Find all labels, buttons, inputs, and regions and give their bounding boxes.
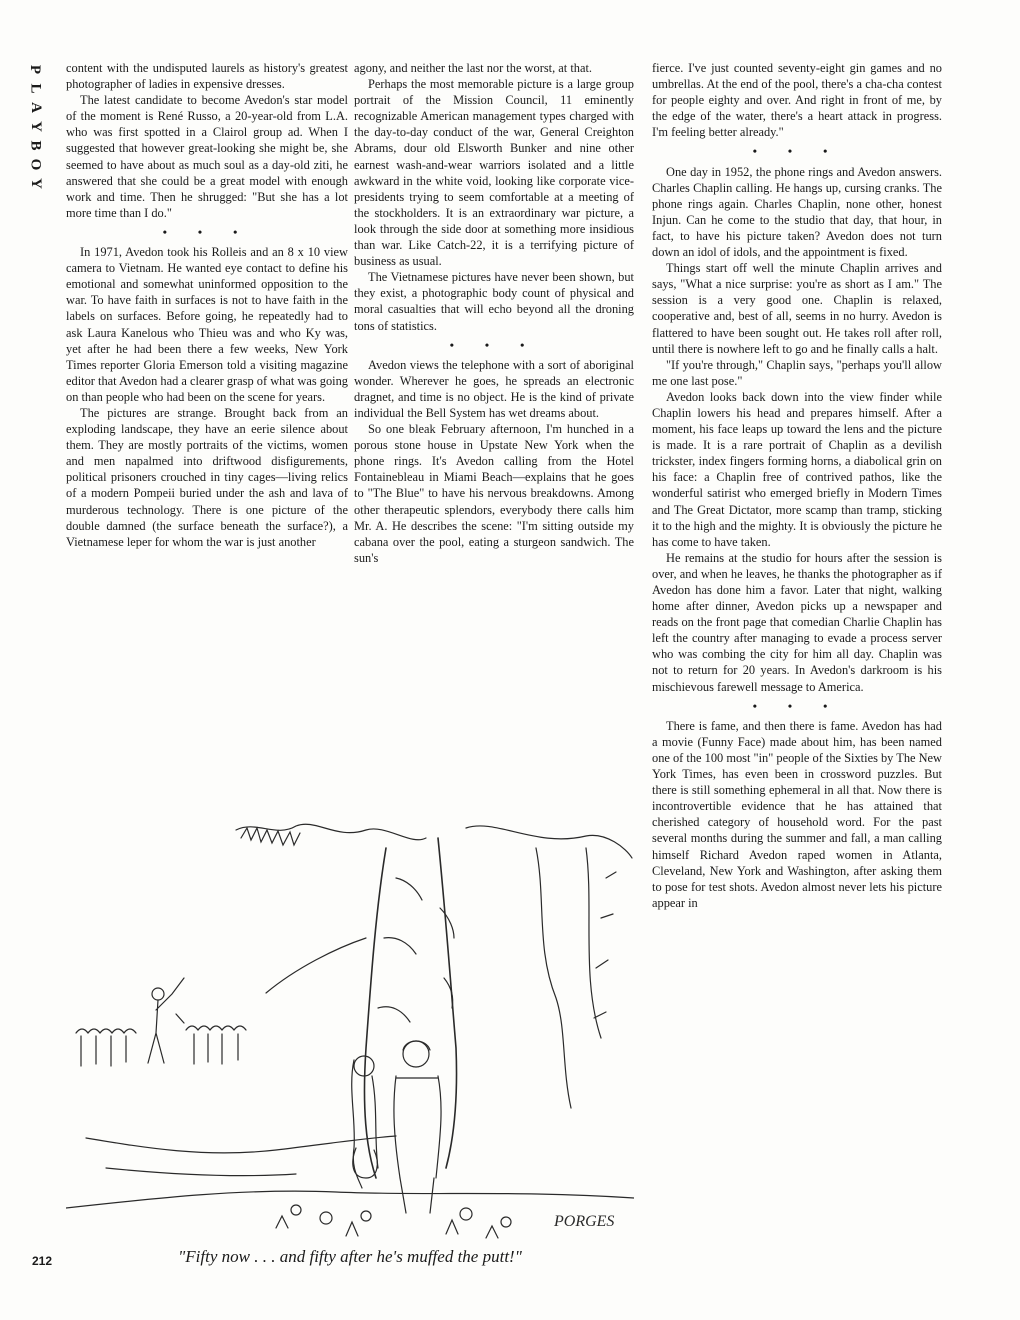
flower [320, 1212, 332, 1224]
paragraph: There is fame, and then there is fame. Avedon has had a movie (Funny Face) made about him, has been named one of the 100 most "in" people of the Sixties by The New York Times, has even been in crossword puzzles. But there is still something ephemeral in all that. Now there is incontrovertible evidence that he has attained that cherished category of household word. For the past several months during the summer and fall, a man calling himself Richard Avedon raped women in Atlanta, Cleveland, New York and Washington, after asking them to pose for test shots. Avedon almost never lets his picture appear in [652, 718, 943, 910]
ground-line [66, 1191, 634, 1208]
man-legs [400, 1178, 434, 1213]
woman-hip [353, 1148, 377, 1178]
paragraph: The pictures are strange. Brought back from an exploding landscape, they have an eerie silence about them. They are mostly portraits of the victims, women and men napalmed into driftwood disfigurements, political prisoners crouched in tiny cages—living relics of a modern Pompeii buried under the ash and lava of murderous technology. There is one picture of the double damned (the surface beneath the surface?), a Vietnamese leper for whom the war is just another [66, 405, 348, 549]
leaf-strokes [594, 872, 616, 1018]
bark-marks [378, 878, 422, 1022]
golf-club [176, 1014, 184, 1023]
paragraph: The Vietnamese pictures have never been shown, but they exist, a photographic body count of physical and moral casualties that will echo beyond all the droning tons of statistics. [354, 270, 634, 333]
foliage-line [466, 826, 632, 858]
masthead-letter: Y [27, 178, 44, 189]
paragraph: Things start off well the minute Chaplin arrives and says, "What a nice surprise: you're as short as I am." The session is a very good one. Chaplin is relaxed, cooperative and, best of all, seems in no hurry. Avedon is flattered to have been sought out. He takes roll after roll, until there is nowhere left to go and he finally calls a halt. [652, 261, 942, 356]
man-body [394, 1076, 441, 1178]
cartoon-caption: "Fifty now . . . and fifty after he's muffed the putt!" [178, 1247, 522, 1266]
paragraph: He remains at the studio for hours after the session is over, and when he leaves, he thanks the photographer as if Avedon has done him a favor. Later that night, walking home after dinner, Avedon picks up a newspaper and reads on the front page that comedian Charlie Chaplin has left the country after managing to evade a process server who was combing the city for him all day. Chaplin was not to return for 20 years. In Avedon's darkroom is his mischievous farewell message to America. [652, 550, 942, 694]
masthead-letter: P [27, 64, 44, 75]
crowd-heads [76, 1026, 246, 1033]
tree-trunk [364, 848, 386, 1178]
leaf-strokes [241, 828, 300, 845]
paragraph: agony, and neither the last nor the worst, at that. [354, 61, 592, 75]
foliage-line [236, 824, 426, 840]
flower [291, 1205, 301, 1215]
green-contour [86, 1136, 396, 1153]
article-column-1 [66, 60, 348, 550]
crowd-bodies [81, 1034, 238, 1066]
paragraph: content with the undisputed laurels as history's greatest photographer of ladies in expensive dresses. [66, 61, 348, 92]
section-separator: • • • [752, 698, 842, 713]
cartoon-drawing [66, 818, 634, 1243]
paragraph: The latest candidate to become Avedon's star model of the moment is René Russo, a 20-year-old from L.A. who was first spotted in a Clairol group ad. When I suggested that however great-looking she might be, she seemed to have about as much soul as a day-old ziti, he answered that she could be a great model with enough work and time. Then he shrugged: "But she has a lot more time than I do." [66, 93, 348, 220]
vine [536, 848, 571, 1108]
masthead-letter: Y [27, 121, 44, 132]
paragraph: Avedon looks back down into the view finder while Chaplin lowers his head and prepares himself. After a moment, his face leaps up toward the lens and the picture is made. It is a rare portrait of Chaplin as a devilish trickster, index fingers forming horns, a diabolical grin on his face: a Chaplin free of contrived pathos, like the wonderful satirist who emerged briefly in Modern Times and The Great Dictator, more scamp than tramp, sticking it to the high and the mighty. It is obviously the picture he has come to have taken. [652, 389, 942, 549]
cartoon-illustration [66, 818, 634, 1243]
masthead-letter: B [27, 140, 44, 151]
bark-marks [440, 908, 454, 1008]
golfer-head [152, 988, 164, 1000]
masthead-letter: L [27, 83, 44, 94]
branch [266, 938, 366, 993]
article-column-2 [354, 60, 634, 566]
green-contour [106, 1168, 296, 1176]
section-separator: • • • [449, 337, 539, 352]
section-separator: • • • [162, 224, 252, 239]
paragraph: Perhaps the most memorable picture is a large group portrait of the Mission Council, 11 eminently recognizable American management types charged with the day-to-day conduct of the war, General Creighton Abrams, dour old Elsworth Bunker and nine other earnest wash-and-wear warriors isolated and a little awkward in the white void, looking like corporate vice-presidents trying to seem comfortable at a meeting of the stockholders. It is an extraordinary war picture, a look through the side door at something more insidious than war. Like Catch-22, it is a terrifying picture of business as usual. [354, 77, 634, 269]
article-column-3 [652, 60, 942, 911]
artist-signature: PORGES [554, 1213, 615, 1230]
page-number: 212 [32, 1254, 53, 1268]
masthead-letter: A [27, 102, 44, 113]
paragraph: One day in 1952, the phone rings and Avedon answers. Charles Chaplin calling. He hangs up, cursing cranks. The phone rings again. Charles Chaplin, none other, honest Injun. Can he come to the studio that day, that hour, in fact, to have his picture taken? Avedon does not turn down an idol of idols, and the appointment is fixed. [652, 164, 942, 260]
man-head [403, 1041, 429, 1067]
flower [460, 1208, 472, 1220]
section-separator: • • • [752, 144, 842, 159]
paragraph: "If you're through," Chaplin says, "perhaps you'll allow me one last pose." [652, 357, 942, 388]
flower [361, 1211, 371, 1221]
flower [501, 1217, 511, 1227]
paragraph: Avedon views the telephone with a sort of aboriginal wonder. Wherever he goes, he spreads an electronic dragnet, and time is no object. He is the kind of private individual the Bell System has wet dreams about. [354, 357, 634, 420]
masthead-vertical [27, 60, 43, 193]
masthead-letter: O [27, 158, 44, 171]
paragraph: fierce. I've just counted seventy-eight gin games and no umbrellas. At the end of the pool, there's a cha-cha contest for people eighty and over. And right in front of me, by the edge of the water, there's a heart attack in progress. I'm feeling better already." [652, 61, 942, 140]
vine [586, 848, 601, 1038]
paragraph: In 1971, Avedon took his Rolleis and an 8 x 10 view camera to Vietnam. He wanted eye contact to define his emotional and somewhat uninformed opposition to the war. To have faith in surfaces is not to have faith in the labels on surfaces. Before going, he repeatedly had to ask Laura Kanelous who Thieu was and who Ky was, yet after he had been there a few weeks, New York Times reporter Gloria Emerson told a visiting magazine editor that Avedon had a clearer grasp of what was going on than people who had been on the scene for years. [66, 245, 348, 404]
paragraph: So one bleak February afternoon, I'm hunched in a porous stone house in Upstate New York when the phone rings. It's Avedon calling from the Hotel Fontainebleau in Miami Beach—explains that he goes to "The Blue" to have his nervous breakdowns. Among other therapeutic splendors, everybody there calls him Mr. A. He describes the scene: "I'm sitting outside my cabana over the pool, eating a sturgeon sandwich. The sun's [354, 422, 634, 565]
